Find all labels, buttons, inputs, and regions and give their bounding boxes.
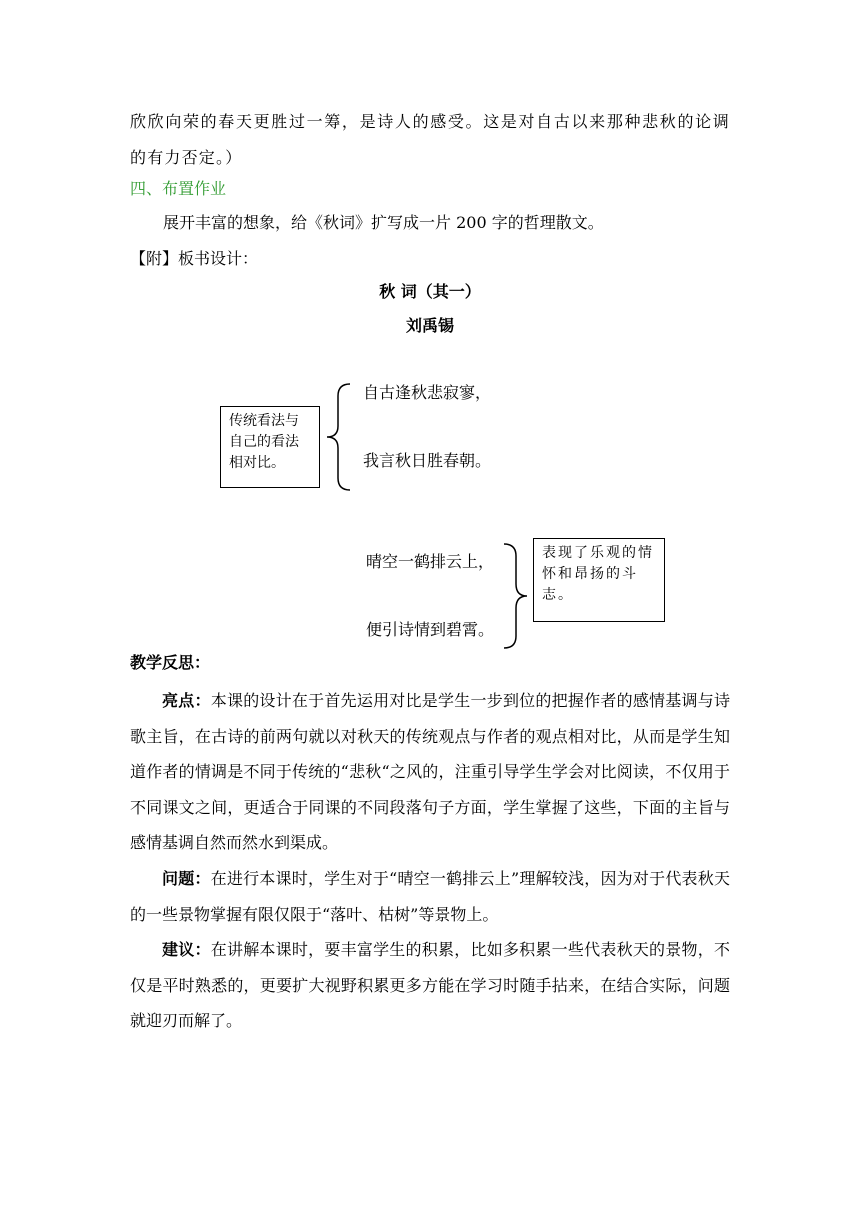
reflection-problem-paragraph	[130, 861, 730, 932]
highlight-text: 本课的设计在于首先运用对比是学生一步到位的把握作者的感情基调与诗歌主旨，在古诗的前两句就以对秋天的传统观点与作者的观点相对比，从而是学生知道作者的情调是不同于传统的“悲秋“之风的，注重引导学生学会对比阅读，不仅用于不同课文之间，更适合于同课的不同段落句子方面，学生掌握了这些，下面的主旨与感情基调自然而然水到渠成。	[130, 691, 730, 852]
reflection-heading: 教学反思：	[130, 653, 211, 672]
problem-label: 问题：	[162, 869, 211, 888]
reflection-suggestion-paragraph	[130, 932, 730, 1039]
section-heading-homework: 四、布置作业	[130, 179, 227, 198]
problem-text: 在进行本课时，学生对于“晴空一鹤排云上”理解较浅，因为对于代表秋天的一些景物掌握有限仅限于“落叶、枯树”等景物上。	[130, 869, 730, 924]
continuation-paragraph: 欣欣向荣的春天更胜过一筹，是诗人的感受。这是对自古以来那种悲秋的论调的有力否定。）	[130, 112, 730, 167]
poem-line-4: 便引诗情到碧霄。	[366, 620, 495, 639]
suggestion-text: 在讲解本课时，要丰富学生的积累，比如多积累一些代表秋天的景物，不仅是平时熟悉的，更要扩大视野积累更多方能在学习时随手拈来，在结合实际，问题就迎刃而解了。	[130, 940, 730, 1030]
right-note-box: 表现了乐观的情怀和昂扬的斗志。	[533, 538, 665, 622]
homework-text: 展开丰富的想象，给《秋词》扩写成一片 200 字的哲理散文。	[163, 213, 604, 232]
board-author: 刘禹锡	[405, 316, 454, 335]
left-note-box: 传统看法与自己的看法相对比。	[220, 406, 320, 488]
right-brace-icon	[502, 542, 530, 650]
highlight-label: 亮点：	[162, 691, 211, 710]
poem-line-1: 自古逢秋悲寂寥，	[363, 383, 492, 402]
suggestion-label: 建议：	[162, 940, 211, 959]
left-brace-icon	[322, 382, 352, 492]
poem-line-3: 晴空一鹤排云上，	[366, 552, 495, 571]
board-title: 秋 词（其一）	[379, 282, 481, 301]
reflection-highlight-paragraph	[130, 683, 730, 861]
appendix-label: 【附】板书设计：	[130, 249, 259, 268]
poem-line-2: 我言秋日胜春朝。	[363, 451, 492, 470]
